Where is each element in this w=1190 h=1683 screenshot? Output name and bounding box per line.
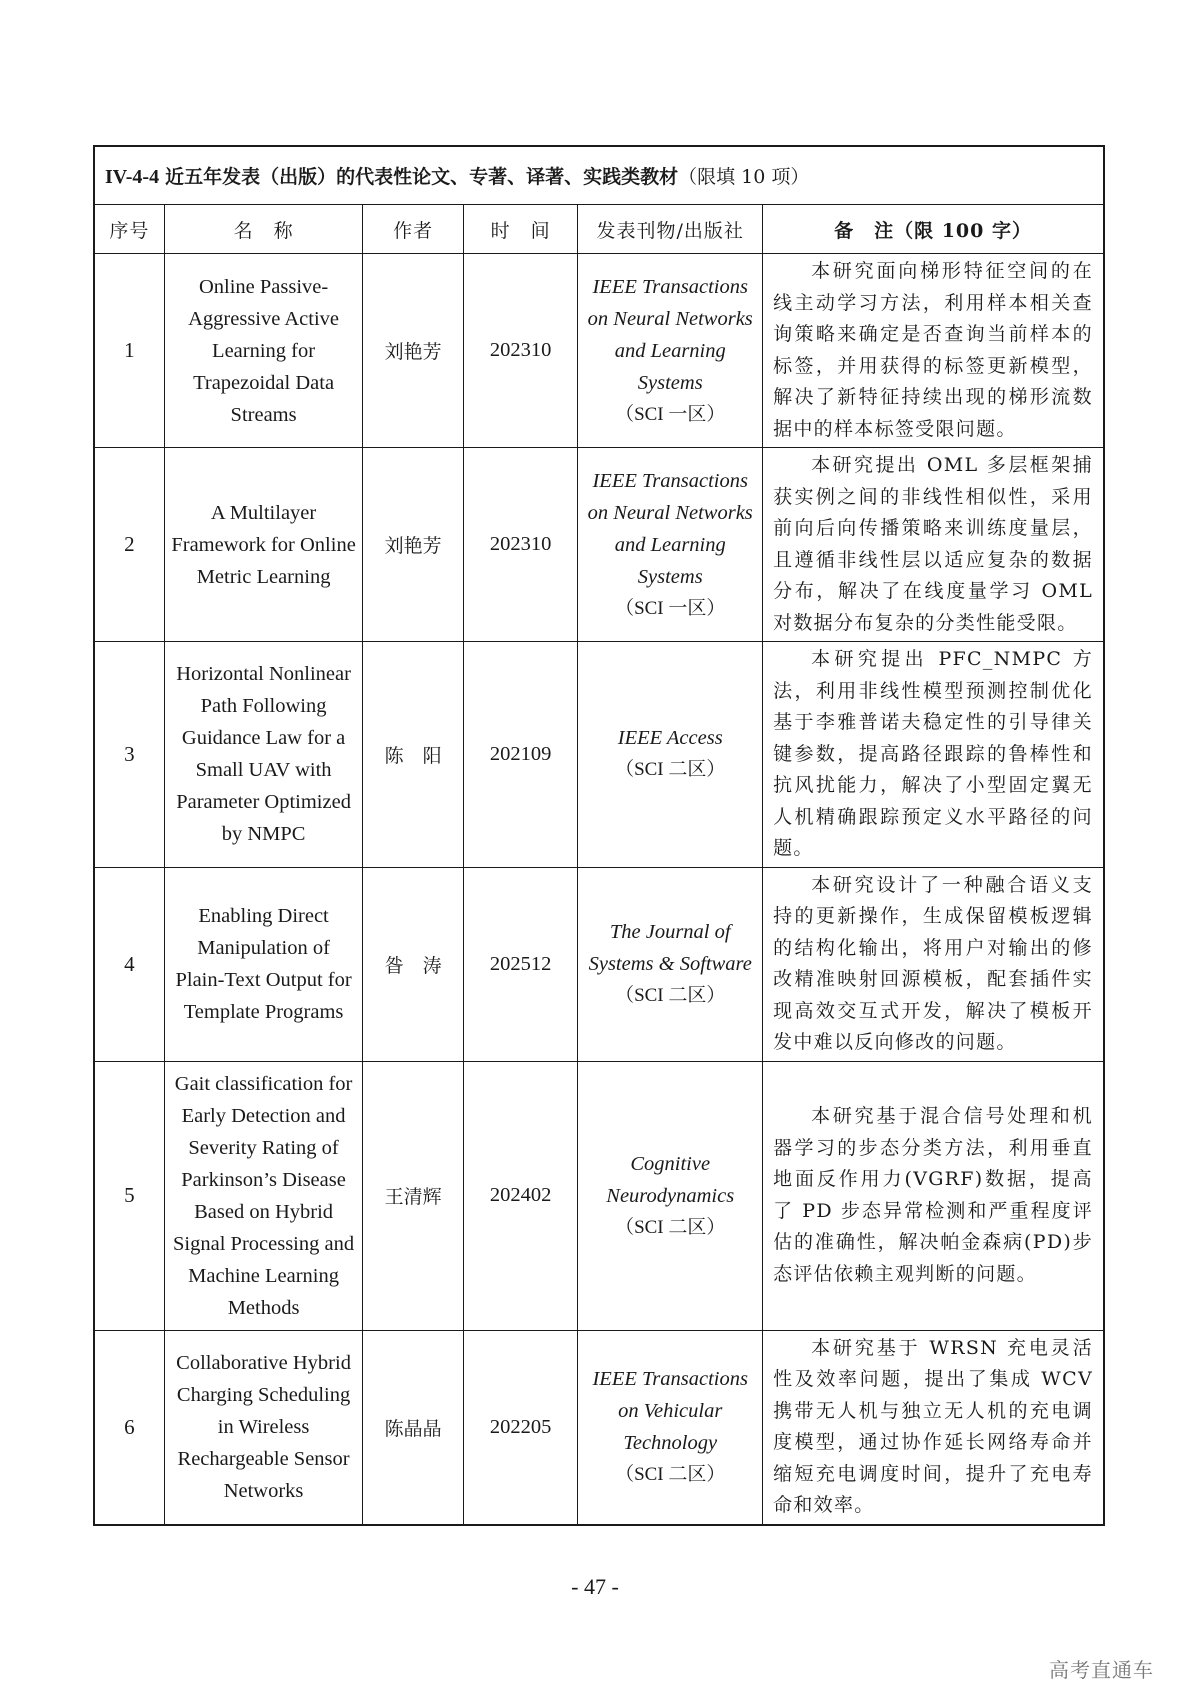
journal-name: IEEE Transactions on Neural Networks and Learning Systems: [587, 469, 753, 588]
paper-note: [763, 1330, 1104, 1525]
journal-name: The Journal of Systems & Software: [588, 921, 752, 975]
paper-author: 昝 涛: [363, 867, 463, 1061]
paper-title: Online Passive-Aggressive Active Learning for Trapezoidal Data Streams: [164, 254, 363, 448]
paper-journal: [578, 448, 763, 642]
table-row: [94, 642, 1104, 868]
paper-journal: [578, 1330, 763, 1525]
journal-name: Cognitive Neurodynamics: [606, 1152, 735, 1207]
paper-date: 202512: [463, 867, 577, 1061]
paper-author: 王清辉: [363, 1061, 463, 1330]
note-text: 本研究面向梯形特征空间的在线主动学习方法，利用样本相关查询策略来确定是否查询当前样本的标签，并用获得的标签更新模型，解决了新特征持续出现的梯形流数据中的样本标签受限问题。: [773, 260, 1093, 440]
journal-name: IEEE Transactions on Neural Networks and Learning Systems: [587, 275, 753, 394]
paper-author: 刘艳芳: [363, 254, 463, 448]
section-limit: （限填 10 项）: [678, 166, 810, 188]
paper-note: [763, 642, 1104, 868]
paper-title: Enabling Direct Manipulation of Plain-Text Output for Template Programs: [164, 867, 363, 1061]
table-row: [94, 1330, 1104, 1525]
paper-title: Gait classification for Early Detection and Severity Rating of Parkinson’s Disease Based on Hybrid Signal Processing and Machine Learning Methods: [164, 1061, 363, 1330]
header-journal: 发表刊物/出版社: [578, 205, 763, 254]
section-title: [94, 146, 1104, 205]
paper-author: 陈 阳: [363, 642, 463, 868]
header-time: 时 间: [463, 205, 577, 254]
journal-rank: （SCI 一区）: [615, 597, 726, 619]
publications-table: [93, 145, 1105, 1526]
paper-author: 陈晶晶: [363, 1330, 463, 1525]
header-index: 序号: [94, 205, 164, 254]
section-code: IV-4-4: [105, 166, 160, 188]
note-text: 本研究提出 OML 多层框架捕获实例之间的非线性相似性，采用前向后向传播策略来训练度量层，且遵循非线性层以适应复杂的数据分布，解决了在线度量学习 OML 对数据分布复杂的分类性能受限。: [773, 454, 1093, 634]
header-note: 备 注（限 100 字）: [763, 205, 1104, 254]
row-index: 6: [94, 1330, 164, 1525]
note-text: 本研究基于 WRSN 充电灵活性及效率问题，提出了集成 WCV 携带无人机与独立无人机的充电调度模型，通过协作延长网络寿命并缩短充电调度时间，提升了充电寿命和效率。: [773, 1336, 1093, 1516]
section-heading: 近五年发表（出版）的代表性论文、专著、译著、实践类教材: [165, 166, 679, 188]
paper-journal: [578, 254, 763, 448]
paper-note: [763, 1061, 1104, 1330]
paper-date: 202402: [463, 1061, 577, 1330]
journal-rank: （SCI 二区）: [615, 1216, 726, 1238]
table-row: [94, 1061, 1104, 1330]
row-index: 1: [94, 254, 164, 448]
row-index: 5: [94, 1061, 164, 1330]
row-index: 3: [94, 642, 164, 868]
note-text: 本研究基于混合信号处理和机器学习的步态分类方法，利用垂直地面反作用力(VGRF)数据，提高了 PD 步态异常检测和严重程度评估的准确性，解决帕金森病(PD)步态评估依赖主观判断的问题。: [773, 1105, 1093, 1285]
table-row: [94, 448, 1104, 642]
paper-note: [763, 254, 1104, 448]
journal-rank: （SCI 二区）: [615, 985, 726, 1006]
table-row: [94, 254, 1104, 448]
journal-rank: （SCI 二区）: [615, 1464, 726, 1485]
paper-journal: [578, 867, 763, 1061]
paper-date: 202205: [463, 1330, 577, 1525]
header-name: 名 称: [164, 205, 363, 254]
note-text: 本研究设计了一种融合语义支持的更新操作，生成保留模板逻辑的结构化输出，将用户对输出的修改精准映射回源模板，配套插件实现高效交互式开发，解决了模板开发中难以反向修改的问题。: [773, 873, 1093, 1053]
paper-title: A Multilayer Framework for Online Metric Learning: [164, 448, 363, 642]
journal-name: IEEE Access: [617, 727, 723, 750]
paper-journal: [578, 1061, 763, 1330]
paper-title: Horizontal Nonlinear Path Following Guidance Law for a Small UAV with Parameter Optimized by NMPC: [164, 642, 363, 868]
journal-name: IEEE Transactions on Vehicular Technology: [592, 1368, 748, 1454]
watermark: 高考直通车: [1049, 1658, 1154, 1682]
header-row: [94, 205, 1104, 254]
paper-date: 202109: [463, 642, 577, 868]
paper-title: Collaborative Hybrid Charging Scheduling in Wireless Rechargeable Sensor Networks: [164, 1330, 363, 1525]
row-index: 2: [94, 448, 164, 642]
page-number: - 47 -: [571, 1574, 619, 1599]
row-index: 4: [94, 867, 164, 1061]
header-author: 作者: [363, 205, 463, 254]
paper-author: 刘艳芳: [363, 448, 463, 642]
paper-journal: [578, 642, 763, 868]
note-text: 本研究提出 PFC_NMPC 方法，利用非线性模型预测控制优化基于李雅普诺夫稳定性的引导律关键参数，提高路径跟踪的鲁棒性和抗风扰能力，解决了小型固定翼无人机精确跟踪预定义水平路径的问题。: [773, 648, 1093, 859]
section-title-row: [94, 146, 1104, 205]
paper-note: [763, 448, 1104, 642]
paper-date: 202310: [463, 448, 577, 642]
journal-rank: （SCI 二区）: [615, 759, 726, 781]
table-row: [94, 867, 1104, 1061]
paper-note: [763, 867, 1104, 1061]
journal-rank: （SCI 一区）: [615, 403, 726, 425]
paper-date: 202310: [463, 254, 577, 448]
